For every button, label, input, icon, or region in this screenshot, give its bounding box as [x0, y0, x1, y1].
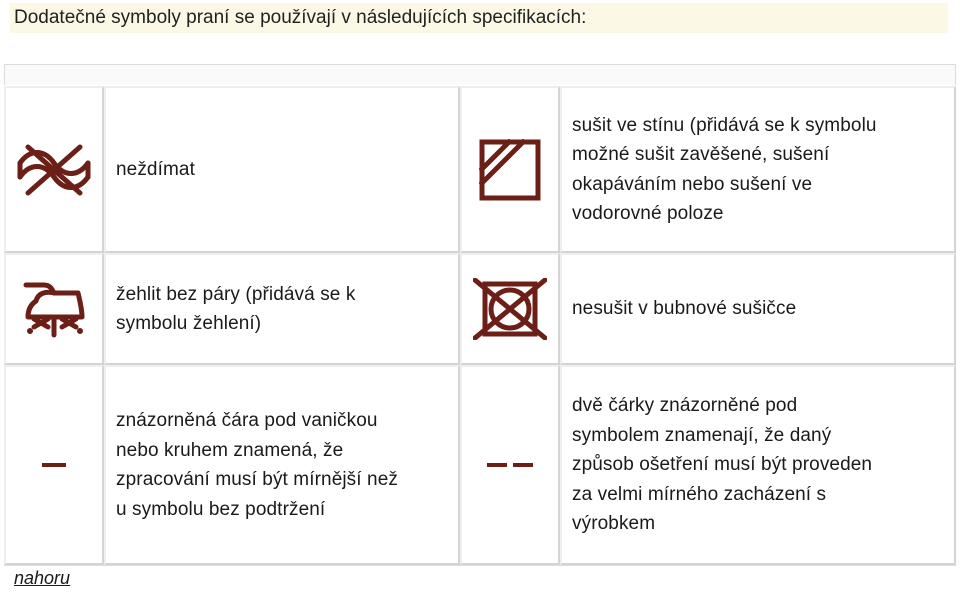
dry-in-shade-cell: [460, 86, 560, 253]
dry-in-shade-icon: [479, 139, 541, 201]
single-underline-text-cell: [104, 365, 460, 565]
iron-without-steam-icon: [22, 279, 86, 339]
do-not-tumble-dry-label: nesušit v bubnové sušičce: [572, 298, 797, 320]
double-underline-cell: [460, 365, 560, 565]
table-bottom-rule: [4, 565, 956, 566]
single-underline-cell: [4, 365, 104, 565]
dry-in-shade-label: sušit ve stínu (přidává se k symbolu možné sušit zavěšené, sušení okapáváním nebo sušení ve vodorovné poloze: [572, 114, 877, 224]
do-not-wring-label: neždímat: [116, 158, 195, 180]
iron-without-steam-label: žehlit bez páry (přidává se k symbolu žehlení): [116, 283, 356, 334]
single-underline-icon: [42, 462, 66, 468]
double-underline-text-cell: [560, 365, 956, 565]
page-heading: Dodatečné symboly praní se používají v následujících specifikacích:: [10, 3, 948, 33]
iron-without-steam-text-cell: [104, 253, 460, 365]
double-underline-icon: [487, 462, 533, 468]
dry-in-shade-text-cell: [560, 86, 956, 253]
do-not-wring-cell: [4, 86, 104, 253]
double-underline-label: dvě čárky znázorněné pod symbolem znamenají, že daný způsob ošetření musí být proveden za velmi mírného zacházení s výrobkem: [572, 395, 873, 535]
table-top-band: [4, 64, 956, 85]
do-not-tumble-dry-cell: [460, 253, 560, 365]
iron-without-steam-cell: [4, 253, 104, 365]
do-not-wring-text-cell: [104, 86, 460, 253]
do-not-tumble-dry-icon: [473, 278, 547, 340]
do-not-tumble-dry-text-cell: [560, 253, 956, 365]
single-underline-label: znázorněná čára pod vaničkou nebo kruhem znamená, že zpracování musí být mírnější než u symbolu bez podtržení: [116, 410, 398, 520]
back-to-top-link[interactable]: nahoru: [14, 568, 71, 588]
do-not-wring-icon: [16, 143, 92, 197]
